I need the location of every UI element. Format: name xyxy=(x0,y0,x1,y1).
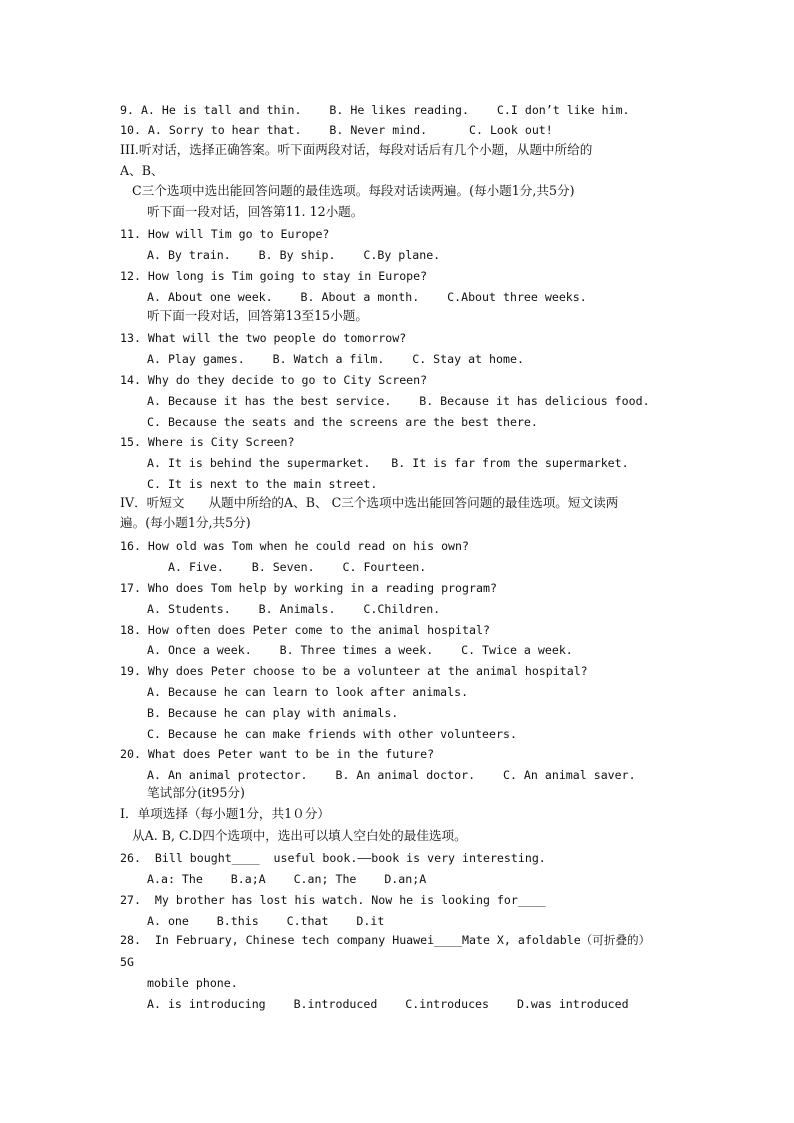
q16-question: 16. How old was Tom when he could read on his own? xyxy=(120,539,470,553)
q19-question: 19. Why does Peter choose to be a volunteer at the animal hospital? xyxy=(120,664,588,678)
dialogue-1-prompt: 听下面一段对话，回答第11. 12小题。 xyxy=(147,204,364,219)
q19-option-b: B. Because he can play with animals. xyxy=(147,706,399,720)
q14-options-ab: A. Because it has the best service. B. Because it has delicious food. xyxy=(147,394,650,408)
q17-options: A. Students. B. Animals. C.Children. xyxy=(147,602,441,616)
section-iv-heading-cont: 遍。(每小题1分,共5分) xyxy=(120,515,251,530)
q12-question: 12. How long is Tim going to stay in Europe? xyxy=(120,269,428,283)
q11-question: 11. How will Tim go to Europe? xyxy=(120,227,330,241)
q9-options: 9. A. He is tall and thin. B. He likes reading. C.I don’t like him. xyxy=(120,103,630,117)
q14-option-c: C. Because the seats and the screens are the best there. xyxy=(147,415,538,429)
section-iii-heading: III.听对话，选择正确答案。听下面两段对话，每段对话后有几个小题，从题中所给的 xyxy=(120,142,593,157)
q16-options: A. Five. B. Seven. C. Fourteen. xyxy=(168,560,427,574)
q27-question: 27. My brother has lost his watch. Now he is looking for____ xyxy=(120,893,546,907)
written-part-heading: 笔试部分(it95分) xyxy=(147,785,245,800)
dialogue-2-prompt: 听下面一段对话，回答第13至15小题。 xyxy=(147,308,368,323)
q20-question: 20. What does Peter want to be in the future? xyxy=(120,747,435,761)
q18-question: 18. How often does Peter come to the animal hospital? xyxy=(120,623,490,637)
q27-options: A. one B.this C.that D.it xyxy=(147,914,385,928)
q13-options: A. Play games. B. Watch a film. C. Stay at home. xyxy=(147,352,524,366)
section-iii-instructions: C三个选项中选出能回答问题的最佳选项。每段对话读两遍。(每小题1分,共5分) xyxy=(132,183,575,198)
q28-options: A. is introducing B.introduced C.introduces D.was introduced xyxy=(147,997,629,1011)
q14-question: 14. Why do they decide to go to City Screen? xyxy=(120,373,428,387)
section-i-heading: I．单项选择（每小题1分，共1０分） xyxy=(120,806,330,821)
q15-question: 15. Where is City Screen? xyxy=(120,435,295,449)
section-i-instructions: 从A. B, C.D四个选项中，选出可以填人空白处的最佳选项。 xyxy=(132,828,467,843)
q15-options-ab: A. It is behind the supermarket. B. It is far from the supermarket. xyxy=(147,456,629,470)
section-iii-heading-cont: A、B、 xyxy=(120,163,164,178)
q28-question: 28. In February, Chinese tech company Huawei____Mate X, afoldable（可折叠的） xyxy=(120,933,651,947)
q19-option-c: C. Because he can make friends with other volunteers. xyxy=(147,727,517,741)
q26-options: A.a: The B.a;A C.an; The D.an;A xyxy=(147,872,427,886)
q28-question-end: mobile phone. xyxy=(147,976,238,990)
q18-options: A. Once a week. B. Three times a week. C. Twice a week. xyxy=(147,643,573,657)
q26-question: 26. Bill bought____ useful book.——book is very interesting. xyxy=(120,851,546,865)
q28-question-cont: 5G xyxy=(120,955,134,969)
q13-question: 13. What will the two people do tomorrow? xyxy=(120,331,407,345)
section-iv-heading: IV．听短文 从题中所给的A、B、 C三个选项中选出能回答问题的最佳选项。短文读两 xyxy=(120,495,619,510)
q11-options: A. By train. B. By ship. C.By plane. xyxy=(147,248,441,262)
q17-question: 17. Who does Tom help by working in a reading program? xyxy=(120,581,497,595)
q15-option-c: C. It is next to the main street. xyxy=(147,477,378,491)
q12-options: A. About one week. B. About a month. C.About three weeks. xyxy=(147,290,587,304)
q20-options: A. An animal protector. B. An animal doctor. C. An animal saver. xyxy=(147,768,636,782)
q10-options: 10. A. Sorry to hear that. B. Never mind. C. Look out! xyxy=(120,123,553,137)
q19-option-a: A. Because he can learn to look after animals. xyxy=(147,685,469,699)
